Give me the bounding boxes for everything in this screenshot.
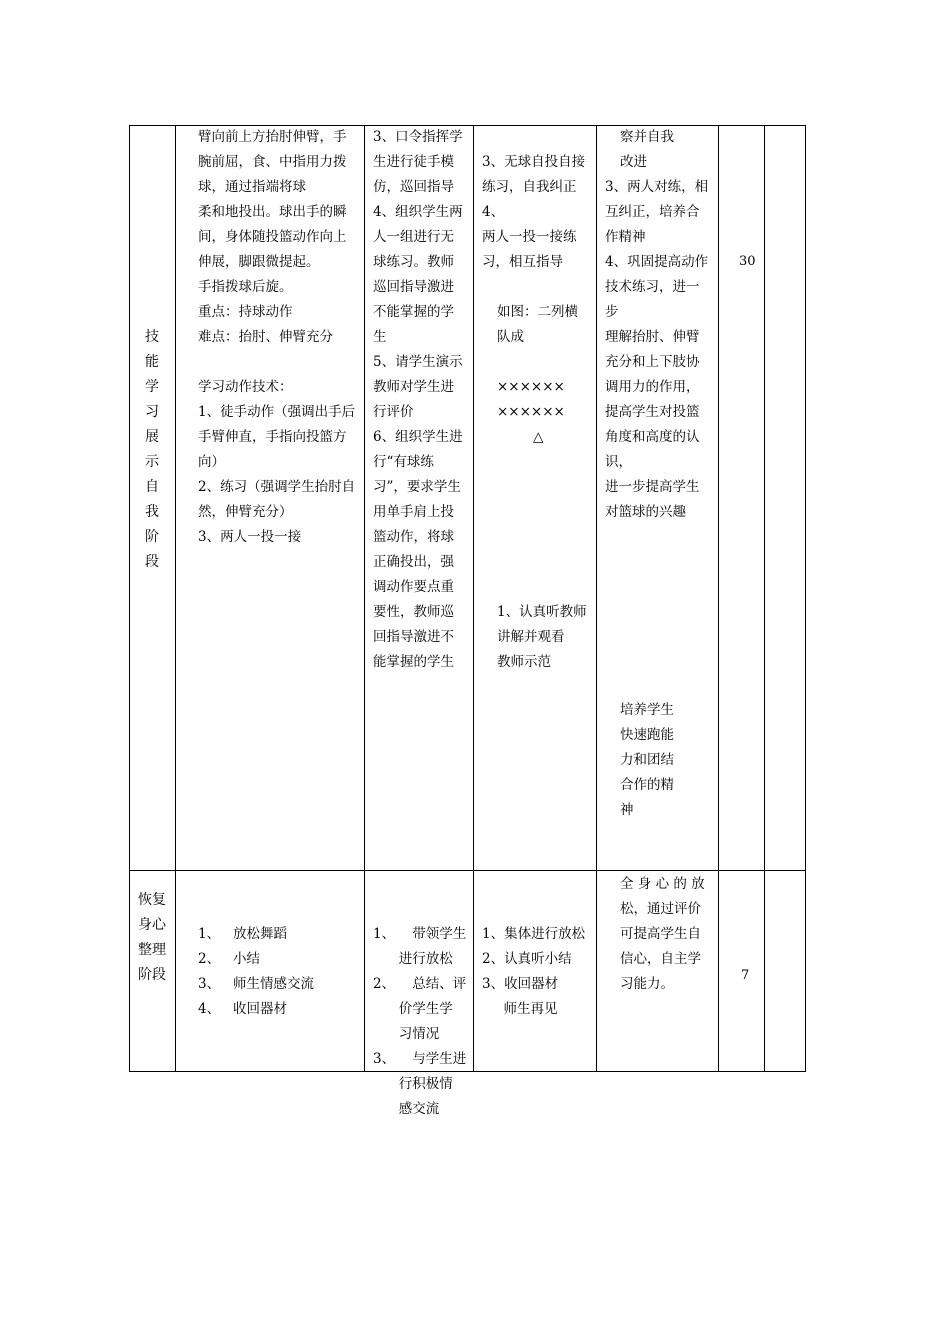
teacher-activity-skill: 3、口令指挥学 生进行徒手模 仿，巡回指导 4、组织学生两 人一组进行无 球练习。教师 巡回指导激进 不能掌握的学 生 5、请学生演示 教师对学生进 行评价 6、组织学生进 行“有球练 习”，要求学生 用单手肩上投 篮动作，将球 正确投出，强 调动作要点重 要性，教师巡 回指导激进不 能掌握的学生	[373, 129, 463, 670]
goal-text-c: 培养学生 快速跑能 力和团结 合作的精 神	[620, 702, 674, 818]
content-text-recovery: 1、 放松舞蹈 2、 小结 3、 师生情感交流 4、 收回器材	[198, 926, 314, 1017]
time-minutes-recovery: 7	[741, 968, 750, 983]
goal-text-b: 3、两人对练，相 互纠正，培养合 作精神 4、巩固提高动作 技术练习，进一 步 理解抬肘、伸臂 充分和上下肢协 调用力的作用， 提高学生对投篮 角度和高度的认 识， 进一步提高学生 对篮球的兴趣	[605, 179, 709, 520]
stage-label-skill-learning: 技 能 学 习 展 示 自 我 阶 段	[145, 329, 159, 570]
stage-label-recovery: 恢复 身心 整理 阶段	[138, 892, 166, 983]
time-minutes-skill: 30	[739, 254, 756, 269]
goal-text-recovery: 全 身 心 的 放 松，通过评价 可提高学生自 信心，自主学 习能力。	[620, 876, 705, 992]
student-activity-practice: 3、无球自投自接 练习，自我纠正 4、 两人一投一接练 习，相互指导	[482, 154, 586, 270]
student-activity-listen: 1、认真听教师 讲解并观看 教师示范	[497, 604, 587, 670]
student-activity-recovery: 1、集体进行放松 2、认真听小结 3、收回器材 师生再见	[482, 926, 586, 1017]
teacher-activity-recovery: 1、 带领学生 进行放松 2、 总结、评 价学生学 习情况 3、 与学生进 行积极情 感交流	[373, 926, 467, 1117]
formation-diagram-text: 如图：二列横 队成 ×××××× ××××××	[497, 304, 578, 420]
goal-text-a: 察并自我 改进	[620, 129, 674, 170]
teacher-position-mark: △	[533, 429, 544, 445]
content-text-skill: 臂向前上方抬肘伸臂，手 腕前屈，食、中指用力拨 球，通过指端将球 柔和地投出。球出手的瞬 间，身体随投篮动作向上 伸展，脚跟微提起。 手指拨球后旋。 重点：持球动作 难点：抬肘、伸臂充分 学习动作技术： 1、徒手动作（强调出手后 手臂伸直，手指向投篮方 向） 2、练习（强调学生抬肘自 然，伸臂充分） 3、两人一投一接	[198, 129, 356, 545]
